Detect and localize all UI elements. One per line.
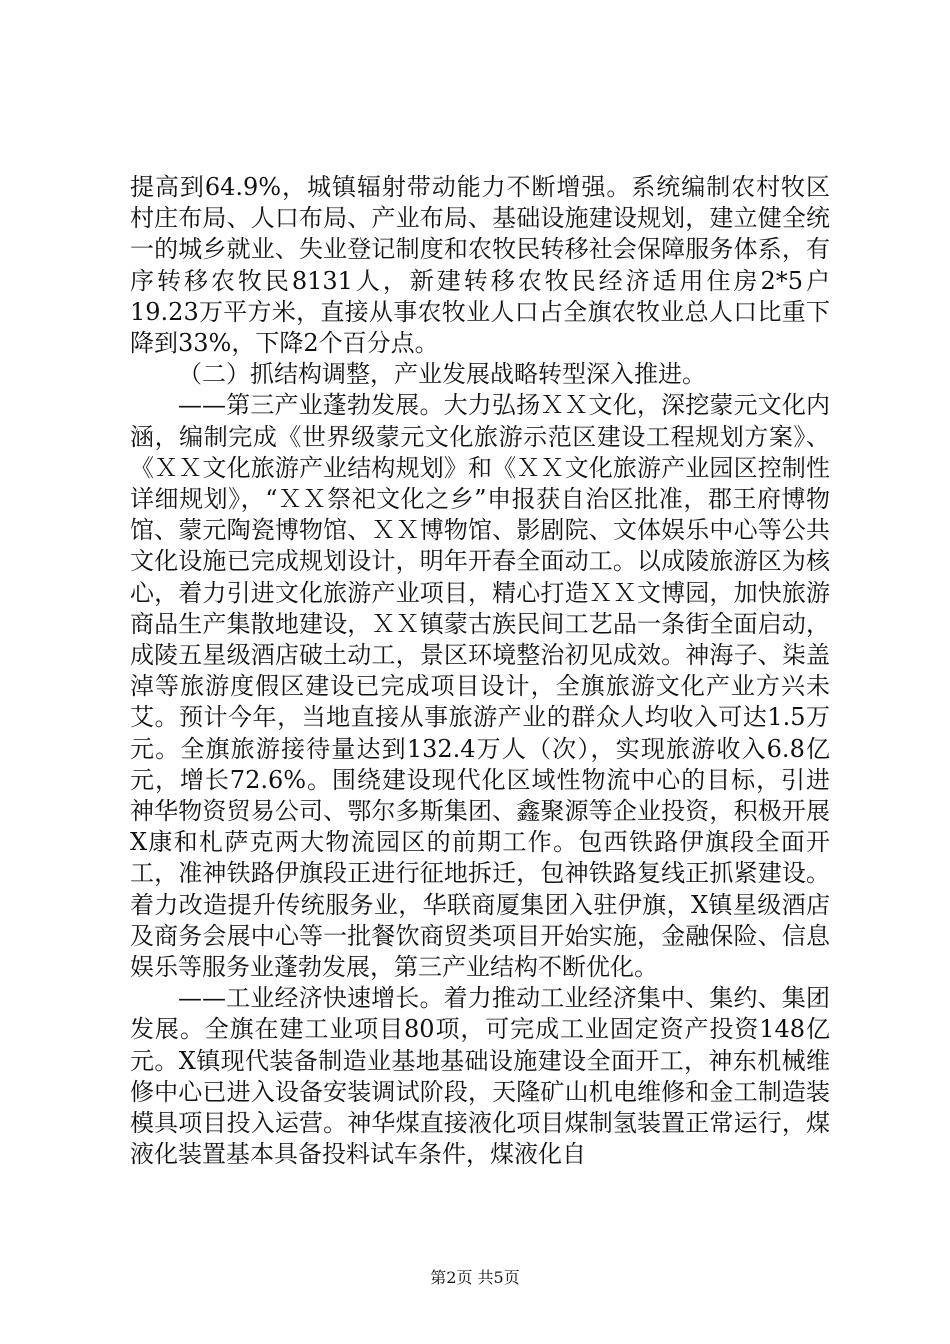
paragraph-urbanization: 提高到64.9%，城镇辐射带动能力不断增强。系统编制农村牧区村庄布局、人口布局、产业布局、基础设施建设规划，建立健全统一的城乡就业、失业登记制度和农牧民转移社会保障服务体系，有序转移农牧民8131人，新建转移农牧民经济适用住房2*5户19.23万平方米，直接从事农牧业人口占全旗农牧业总人口比重下降到33%，下降2个百分点。 — [130, 173, 830, 358]
paragraph-industrial-economy: ——工业经济快速增长。着力推动工业经济集中、集约、集团发展。全旗在建工业项目80项，可完成工业固定资产投资148亿元。X镇现代装备制造业基地基础设施建设全面开工，神东机械维修中心已进入设备安装调试阶段，天隆矿山机电维修和金工制造装模具项目投入运营。神华煤直接液化项目煤制氢装置正常运行，煤液化装置基本具备投料试车条件，煤液化自 — [130, 984, 830, 1169]
paragraph-tertiary-industry: ——第三产业蓬勃发展。大力弘扬ＸＸ文化，深挖蒙元文化内涵，编制完成《世界级蒙元文化旅游示范区建设工程规划方案》、《ＸＸ文化旅游产业结构规划》和《ＸＸ文化旅游产业园区控制性详细规划》，“ＸＸ祭祀文化之乡”申报获自治区批准，郡王府博物馆、蒙元陶瓷博物馆、ＸＸ博物馆、影剧院、文体娱乐中心等公共文化设施已完成规划设计，明年开春全面动工。以成陵旅游区为核心，着力引进文化旅游产业项目，精心打造ＸＸ文博园，加快旅游商品生产集散地建设，ＸＸ镇蒙古族民间工艺品一条街全面启动，成陵五星级酒店破土动工，景区环境整治初见成效。神海子、柒盖淖等旅游度假区建设已完成项目设计，全旗旅游文化产业方兴未艾。预计今年，当地直接从事旅游产业的群众人均收入可达1.5万元。全旗旅游接待量达到132.4万人（次），实现旅游收入6.8亿元，增长72.6%。围绕建设现代化区域性物流中心的目标，引进神华物资贸易公司、鄂尔多斯集团、鑫聚源等企业投资，积极开展X康和札萨克两大物流园区的前期工作。包西铁路伊旗段全面开工，准神铁路伊旗段正进行征地拆迁，包神铁路复线正抓紧建设。着力改造提升传统服务业，华联商厦集团入驻伊旗，X镇星级酒店及商务会展中心等一批餐饮商贸类项目开始实施，金融保险、信息娱乐等服务业蓬勃发展，第三产业结构不断优化。 — [130, 391, 830, 982]
page-number-footer: 第2页 共5页 — [430, 1268, 520, 1287]
document-body — [130, 172, 830, 1171]
section-heading-structure-adjustment: （二）抓结构调整，产业发展战略转型深入推进。 — [178, 360, 706, 389]
